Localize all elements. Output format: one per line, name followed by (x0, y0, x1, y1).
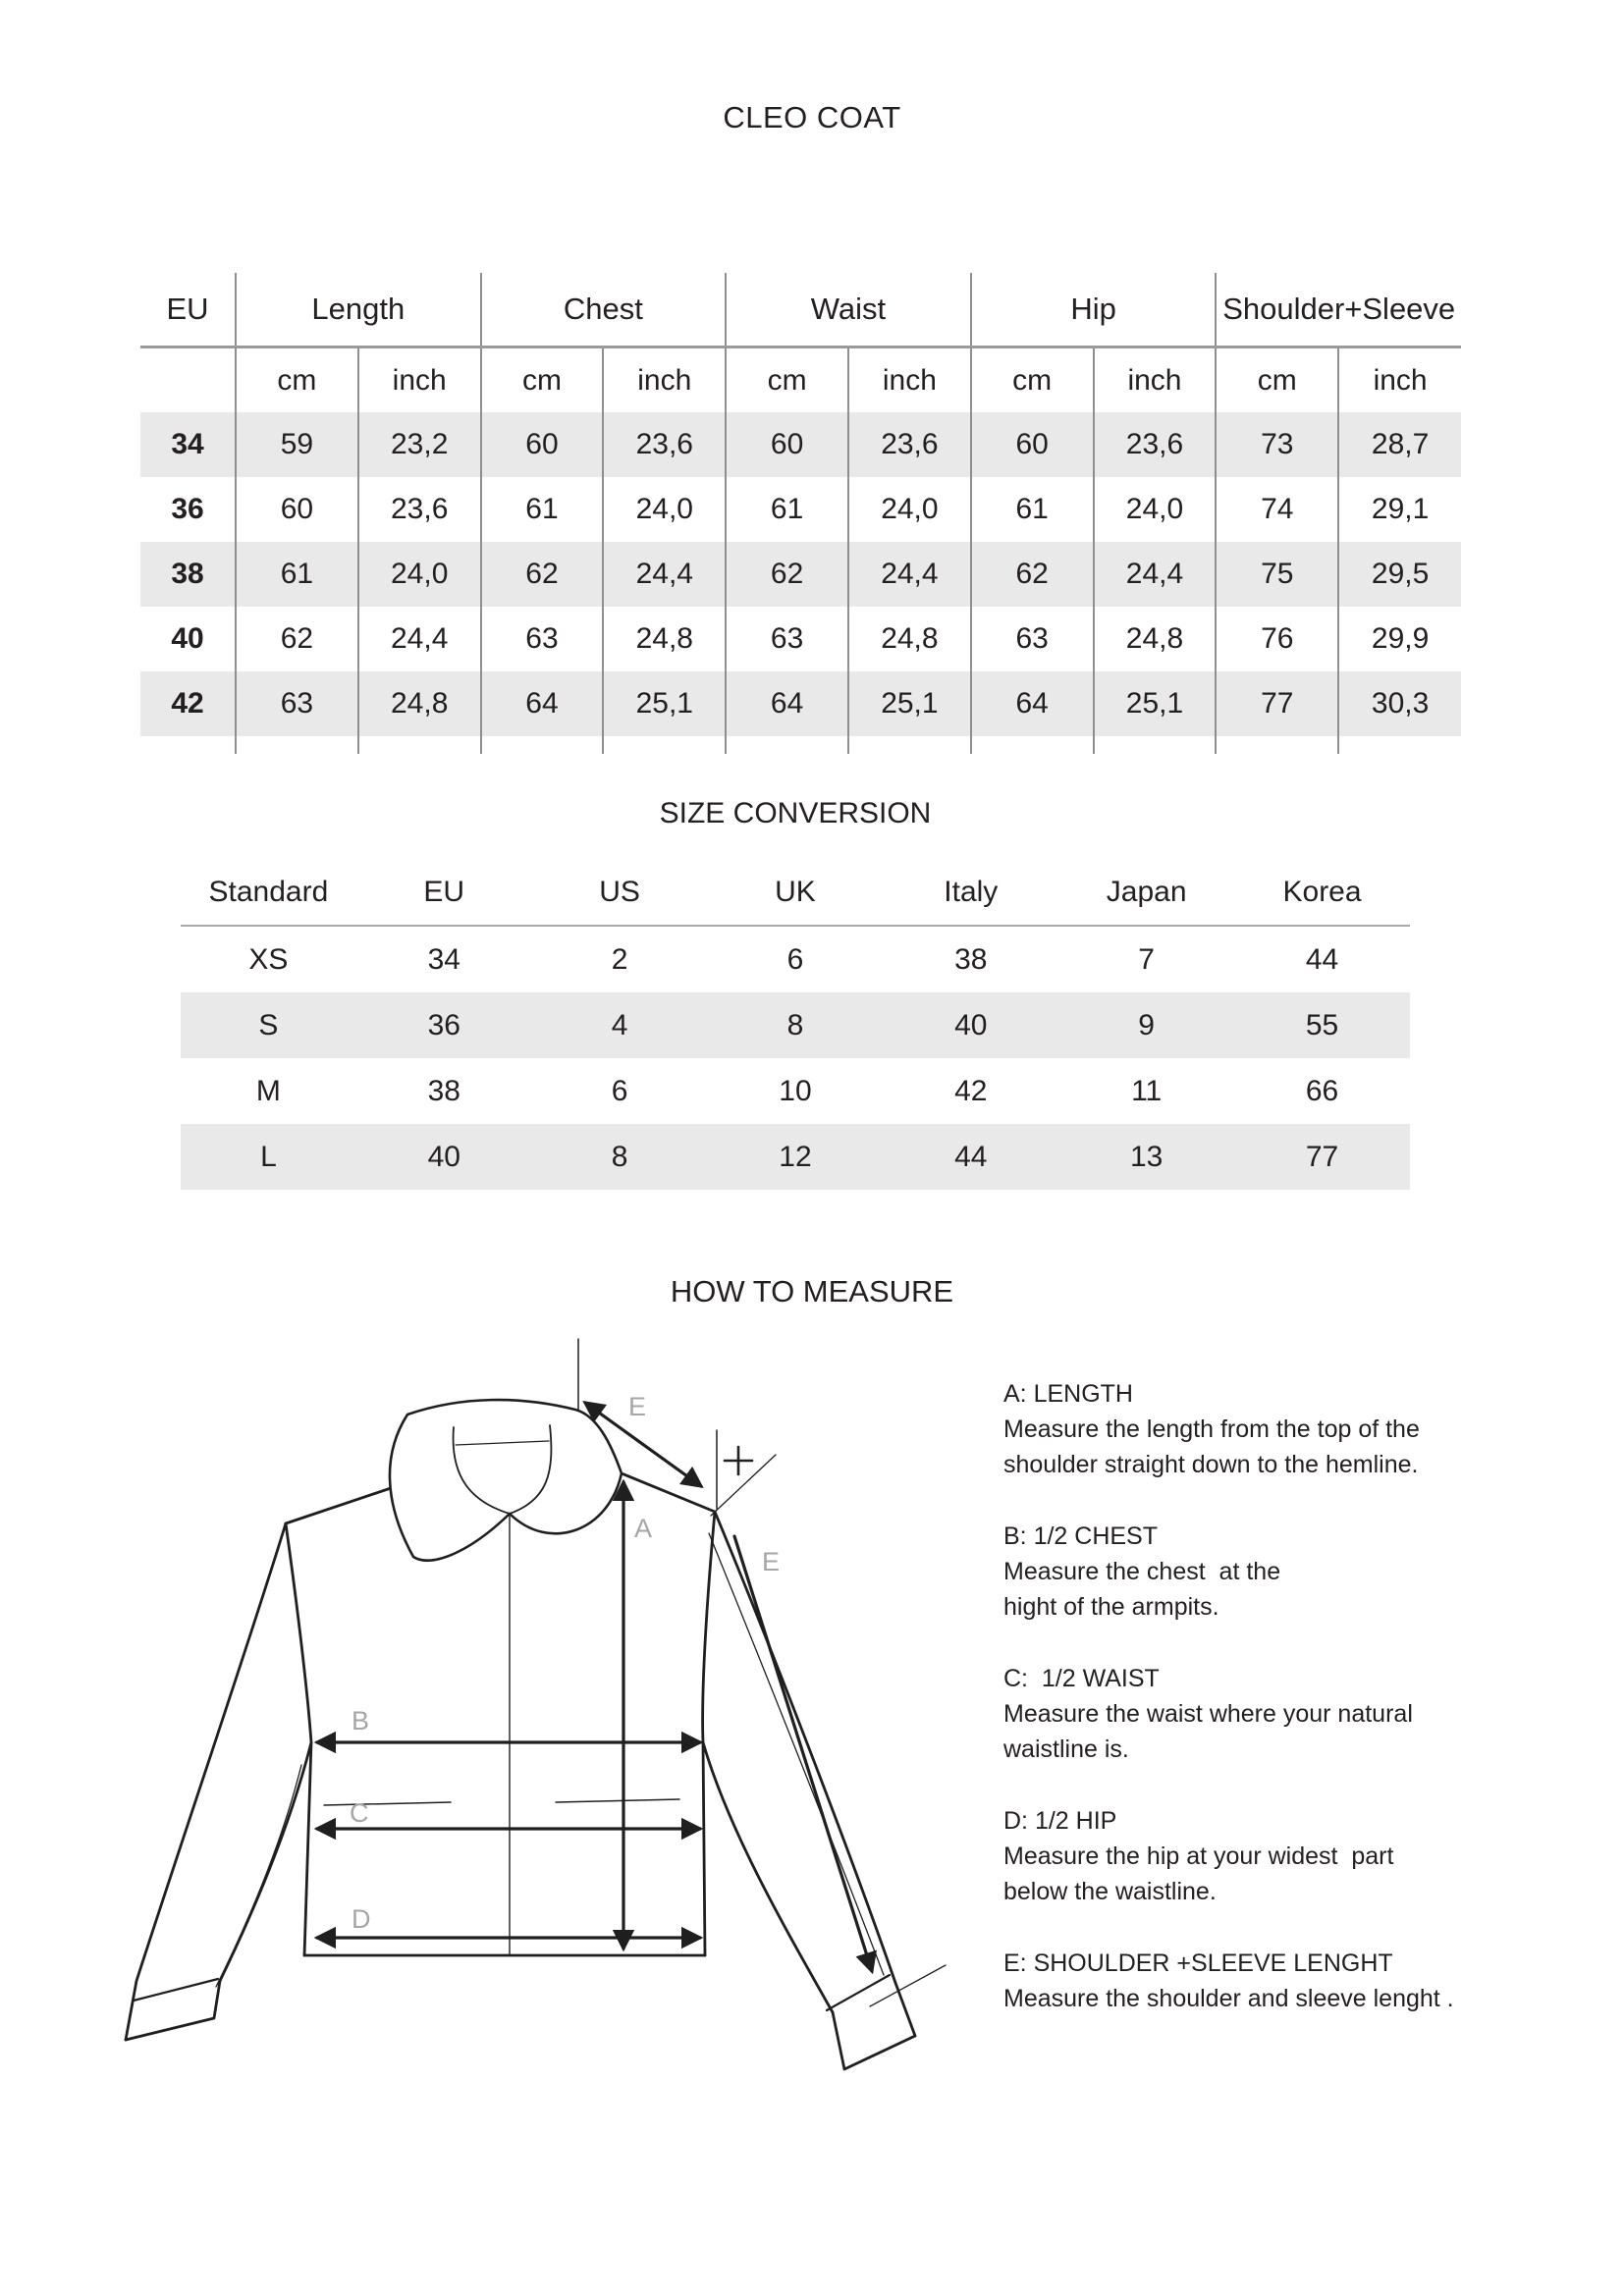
left-sleeve-seam (216, 1765, 301, 1987)
size-cell: 25,1 (848, 671, 971, 736)
conversion-cell: 40 (883, 992, 1058, 1058)
unit-inch: inch (358, 347, 481, 413)
measure-section-line: hight of the armpits. (1003, 1593, 1219, 1621)
conversion-table-body (181, 926, 1410, 1190)
right-sleeve-outer (715, 1512, 915, 2036)
size-cell: 24,4 (358, 607, 481, 671)
size-row-eu: 38 (140, 542, 236, 607)
size-cell: 24,8 (603, 607, 726, 671)
conversion-row (181, 926, 1410, 992)
size-cell: 29,9 (1338, 607, 1461, 671)
measure-section-line: Measure the chest at the (1003, 1558, 1281, 1585)
conversion-title: SIZE CONVERSION (659, 797, 932, 829)
size-cell: 24,4 (848, 542, 971, 607)
units-eu-spacer (140, 347, 236, 413)
size-table-head (140, 273, 1461, 412)
unit-inch: inch (1338, 347, 1461, 413)
size-cell: 24,4 (603, 542, 726, 607)
size-cell: 23,2 (358, 412, 481, 477)
conversion-row (181, 1124, 1410, 1190)
conversion-cell: XS (248, 942, 289, 976)
unit-cm: cm (726, 347, 848, 413)
conversion-cell: 38 (427, 1074, 460, 1107)
cuff-diagonal-line (870, 1965, 946, 2006)
conversion-table (181, 860, 1410, 1190)
size-table-row (140, 542, 1461, 607)
unit-cm: cm (971, 347, 1094, 413)
conversion-cell: S (181, 992, 356, 1058)
conversion-cell: 42 (954, 1074, 988, 1107)
conversion-cell: 10 (779, 1074, 812, 1107)
measure-section (1003, 1519, 1494, 1625)
size-spacer-cell (1094, 736, 1217, 754)
measure-section-line: Measure the shoulder and sleeve lenght . (1003, 1985, 1454, 2012)
col-hip: Hip (971, 273, 1217, 347)
conversion-row (181, 1058, 1410, 1124)
conversion-cell: L (181, 1124, 356, 1190)
size-spacer-cell (848, 736, 971, 754)
col-waist: Waist (726, 273, 971, 347)
size-table-row (140, 412, 1461, 477)
size-cell: 60 (236, 477, 358, 542)
size-cell: 63 (971, 607, 1094, 671)
coat-right-shoulder (622, 1473, 715, 1512)
size-cell: 23,6 (603, 412, 726, 477)
measure-title: HOW TO MEASURE (670, 1274, 954, 1308)
conv-col-korea: Korea (1234, 860, 1410, 926)
size-cell: 64 (971, 671, 1094, 736)
size-spacer-cell (1338, 736, 1461, 754)
unit-cm: cm (481, 347, 604, 413)
conversion-cell: 2 (611, 942, 628, 976)
conversion-cell: 6 (611, 1074, 628, 1107)
coat-collar (390, 1400, 622, 1561)
conversion-cell: 9 (1058, 992, 1234, 1058)
right-pocket-line (556, 1799, 679, 1802)
size-cell: 63 (481, 607, 604, 671)
size-cell: 29,1 (1338, 477, 1461, 542)
conversion-cell: 66 (1305, 1074, 1339, 1107)
size-row-eu: 34 (140, 412, 236, 477)
unit-cm: cm (1216, 347, 1338, 413)
conversion-cell: 77 (1234, 1124, 1410, 1190)
size-spacer-cell (971, 736, 1094, 754)
measure-instructions (1003, 1376, 1494, 2053)
unit-cm: cm (236, 347, 358, 413)
coat-left-shoulder (286, 1488, 391, 1523)
left-cuff-band (134, 1979, 218, 2001)
size-cell: 61 (971, 477, 1094, 542)
size-cell: 30,3 (1338, 671, 1461, 736)
left-sleeve-outer (126, 1523, 286, 2040)
conversion-cell: 38 (954, 942, 988, 976)
conv-col-standard: Standard (181, 860, 356, 926)
right-cuff-band (827, 1975, 890, 2010)
size-table-units-row (140, 347, 1461, 413)
size-table-grid (140, 273, 1461, 754)
measure-section-line: waistline is. (1003, 1735, 1129, 1763)
unit-inch: inch (848, 347, 971, 413)
measure-section-heading: E: SHOULDER +SLEEVE LENGHT (1003, 1949, 1393, 1977)
conversion-cell: 36 (356, 992, 532, 1058)
measure-section-line: shoulder straight down to the hemline. (1003, 1451, 1419, 1478)
size-cell: 60 (726, 412, 848, 477)
unit-inch: inch (603, 347, 726, 413)
conversion-cell: 6 (786, 942, 804, 976)
conversion-cell: 44 (883, 1124, 1058, 1190)
size-spacer-cell (726, 736, 848, 754)
diagram-label-c: C (350, 1798, 369, 1828)
conversion-table-grid (181, 860, 1410, 1190)
size-cell: 63 (236, 671, 358, 736)
arrow-e-sleeve (734, 1536, 872, 1971)
size-cell: 77 (1216, 671, 1338, 736)
plus-icon (725, 1447, 752, 1474)
size-cell: 63 (726, 607, 848, 671)
size-cell: 60 (971, 412, 1094, 477)
size-cell: 61 (726, 477, 848, 542)
conversion-cell: 8 (708, 992, 884, 1058)
size-cell: 64 (481, 671, 604, 736)
conversion-row (181, 992, 1410, 1058)
size-cell: 24,0 (358, 542, 481, 607)
col-shoulder-sleeve: Shoulder+Sleeve (1216, 273, 1461, 347)
size-cell: 24,0 (1094, 477, 1217, 542)
size-cell: 24,8 (848, 607, 971, 671)
left-pocket-line (324, 1802, 451, 1805)
conv-col-uk: UK (708, 860, 884, 926)
measure-section-heading: D: 1/2 HIP (1003, 1807, 1117, 1835)
conversion-cell: 40 (356, 1124, 532, 1190)
size-cell: 25,1 (1094, 671, 1217, 736)
size-table-row (140, 477, 1461, 542)
size-cell: 75 (1216, 542, 1338, 607)
conversion-cell: 8 (532, 1124, 708, 1190)
size-cell: 24,0 (848, 477, 971, 542)
size-cell: 23,6 (1094, 412, 1217, 477)
size-cell: 59 (236, 412, 358, 477)
conv-col-italy: Italy (883, 860, 1058, 926)
size-table (140, 273, 1461, 754)
right-cuff-bottom (833, 2012, 915, 2069)
size-cell: 24,8 (1094, 607, 1217, 671)
coat-left-front-edge (286, 1523, 311, 1955)
measure-section-line: Measure the waist where your natural (1003, 1700, 1413, 1728)
size-row-eu: 40 (171, 622, 204, 655)
size-cell: 23,6 (848, 412, 971, 477)
size-table-body (140, 412, 1461, 754)
size-cell: 64 (726, 671, 848, 736)
coat-measure-diagram-icon (59, 1306, 992, 2091)
conversion-cell: 11 (1131, 1074, 1163, 1107)
size-cell: 60 (481, 412, 604, 477)
measure-section-line: below the waistline. (1003, 1878, 1217, 1905)
size-cell: 61 (481, 477, 604, 542)
size-spacer-cell (603, 736, 726, 754)
size-table-spacer-row (140, 736, 1461, 754)
diagram-label-a: A (634, 1514, 653, 1543)
size-cell: 61 (236, 542, 358, 607)
page-title: CLEO COAT (723, 100, 901, 134)
size-cell: 24,8 (358, 671, 481, 736)
size-table-row (140, 607, 1461, 671)
conv-col-japan: Japan (1058, 860, 1234, 926)
col-eu: EU (140, 273, 236, 347)
conversion-cell: 44 (1305, 942, 1339, 976)
conversion-cell: 12 (708, 1124, 884, 1190)
col-length: Length (236, 273, 481, 347)
conversion-cell: M (255, 1074, 281, 1107)
size-spacer-cell (236, 736, 358, 754)
size-cell: 62 (236, 607, 358, 671)
size-table-group-row (140, 273, 1461, 347)
conv-col-eu: EU (356, 860, 532, 926)
size-cell: 24,4 (1094, 542, 1217, 607)
conv-col-us: US (532, 860, 708, 926)
measure-section (1003, 1803, 1494, 1909)
conversion-header-row (181, 860, 1410, 926)
conversion-cell: 7 (1138, 942, 1155, 976)
measure-section-heading: B: 1/2 CHEST (1003, 1522, 1158, 1550)
diagram-label-e-side: E (762, 1547, 781, 1576)
size-spacer-cell (140, 736, 236, 754)
measure-section (1003, 1946, 1494, 2016)
measure-section-heading: A: LENGTH (1003, 1380, 1133, 1408)
measure-section (1003, 1661, 1494, 1767)
size-cell: 62 (481, 542, 604, 607)
size-cell: 25,1 (603, 671, 726, 736)
conversion-table-head (181, 860, 1410, 926)
measure-section-line: Measure the hip at your widest part (1003, 1842, 1394, 1870)
measure-section (1003, 1376, 1494, 1482)
size-cell: 24,0 (603, 477, 726, 542)
size-table-row (140, 671, 1461, 736)
size-cell: 73 (1216, 412, 1338, 477)
coat-right-front-edge (703, 1512, 715, 1955)
size-cell: 76 (1216, 607, 1338, 671)
size-cell: 28,7 (1338, 412, 1461, 477)
size-row-eu: 36 (171, 493, 204, 525)
diagram-label-d: D (352, 1904, 371, 1934)
measure-section-line: Measure the length from the top of the (1003, 1415, 1420, 1443)
conversion-cell: 13 (1058, 1124, 1234, 1190)
conversion-cell: 4 (532, 992, 708, 1058)
size-row-eu: 42 (140, 671, 236, 736)
size-spacer-cell (1216, 736, 1338, 754)
size-cell: 74 (1216, 477, 1338, 542)
shoulder-diagonal-line (711, 1455, 776, 1516)
size-spacer-cell (481, 736, 604, 754)
measure-section-heading: C: 1/2 WAIST (1003, 1665, 1160, 1692)
size-cell: 62 (726, 542, 848, 607)
size-cell: 29,5 (1338, 542, 1461, 607)
diagram-label-b: B (352, 1706, 370, 1735)
size-cell: 62 (971, 542, 1094, 607)
conversion-cell: 34 (427, 942, 460, 976)
conversion-cell: 55 (1234, 992, 1410, 1058)
diagram-label-e-top: E (628, 1392, 647, 1421)
size-cell: 23,6 (358, 477, 481, 542)
unit-inch: inch (1094, 347, 1217, 413)
right-sleeve-seam (709, 1533, 884, 1975)
size-spacer-cell (358, 736, 481, 754)
col-chest: Chest (481, 273, 727, 347)
